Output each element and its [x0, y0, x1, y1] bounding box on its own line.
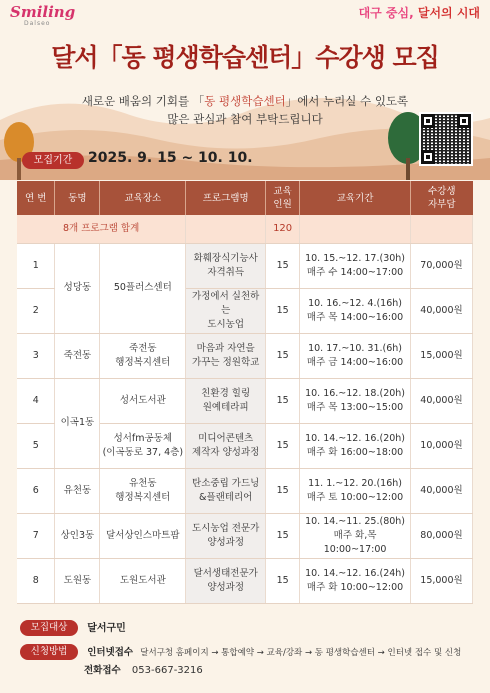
apply-badge: 신청방법 [20, 644, 78, 660]
cell-program: 탄소중립 가드닝 &플랜테리어 [186, 468, 266, 513]
cell-no: 5 [17, 423, 55, 468]
online-label: 인터넷접수 [87, 647, 134, 658]
intro-line-2: 많은 관심과 참여 부탁드립니다 [167, 112, 323, 126]
cell-place: 도원도서관 [100, 558, 186, 603]
col-header-program: 프로그램명 [186, 181, 266, 215]
cell-dong: 이곡1동 [55, 378, 100, 468]
cell-no: 8 [17, 558, 55, 603]
cell-no: 1 [17, 243, 55, 288]
phone-row [84, 662, 203, 676]
slogan-part-b: 달서의 시대 [417, 6, 480, 20]
cell-fee: 80,000원 [411, 513, 473, 558]
cell-dong: 유천동 [55, 468, 100, 513]
cell-period: 10. 16.~12. 18.(20h) 매주 목 13:00~15:00 [300, 378, 411, 423]
period-badge: 모집기간 [22, 152, 84, 169]
cell-program: 미디어콘텐츠 제작자 양성과정 [186, 423, 266, 468]
cell-no: 2 [17, 288, 55, 333]
cell-dong: 성당동 [55, 243, 100, 333]
cell-place: 죽전동 행정복지센터 [100, 333, 186, 378]
cell-place: 유천동 행정복지센터 [100, 468, 186, 513]
cell-people: 15 [266, 243, 300, 288]
col-header-place: 교육장소 [100, 181, 186, 215]
intro-text [0, 92, 490, 128]
intro-highlight: 동 평생학습센터 [204, 94, 286, 108]
cell-fee: 40,000원 [411, 468, 473, 513]
cell-program: 친환경 힐링 원예테라피 [186, 378, 266, 423]
target-badge: 모집대상 [20, 620, 78, 636]
col-header-people: 교육 인원 [266, 181, 300, 215]
col-header-no: 연 번 [17, 181, 55, 215]
cell-period: 10. 14.~12. 16.(24h) 매주 화 10:00~12:00 [300, 558, 411, 603]
cell-program: 달서생태전문가 양성과정 [186, 558, 266, 603]
table-row [17, 513, 473, 558]
cell-fee: 10,000원 [411, 423, 473, 468]
cell-period: 10. 14.~12. 16.(20h) 매주 화 16:00~18:00 [300, 423, 411, 468]
cell-period: 10. 17.~10. 31.(6h) 매주 금 14:00~16:00 [300, 333, 411, 378]
col-header-period: 교육기간 [300, 181, 411, 215]
phone-value: 053-667-3216 [131, 665, 203, 676]
cell-people: 15 [266, 288, 300, 333]
phone-label: 전화접수 [84, 665, 121, 676]
cell-dong: 상인3동 [55, 513, 100, 558]
cell-program: 화훼장식기능사 자격취득 [186, 243, 266, 288]
summary-empty [300, 215, 411, 243]
cell-fee: 70,000원 [411, 243, 473, 288]
cell-period: 10. 15.~12. 17.(30h) 매주 수 14:00~17:00 [300, 243, 411, 288]
qr-code-icon[interactable] [419, 112, 473, 166]
logo [10, 3, 75, 21]
cell-program: 마음과 자연을 가꾸는 정원학교 [186, 333, 266, 378]
slogan-part-a: 대구 중심, [358, 6, 418, 20]
slogan [359, 4, 480, 21]
cell-people: 15 [266, 423, 300, 468]
summary-row [17, 215, 473, 243]
logo-subtext: Dalseo [24, 20, 51, 27]
cell-fee: 40,000원 [411, 378, 473, 423]
table-row [17, 468, 473, 513]
cell-place: 성서fm공동체 (이곡동로 37, 4층) [100, 423, 186, 468]
target-value: 달서구민 [87, 623, 126, 634]
cell-no: 6 [17, 468, 55, 513]
cell-fee: 15,000원 [411, 333, 473, 378]
cell-place: 달서상인스마트팜 [100, 513, 186, 558]
summary-empty [186, 215, 266, 243]
cell-fee: 40,000원 [411, 288, 473, 333]
table-row [17, 558, 473, 603]
cell-period: 10. 16.~12. 4.(16h) 매주 목 14:00~16:00 [300, 288, 411, 333]
table-row [17, 378, 473, 423]
col-header-dong: 동명 [55, 181, 100, 215]
cell-place: 성서도서관 [100, 378, 186, 423]
summary-count: 120 [266, 215, 300, 243]
cell-program: 가정에서 실천하는 도시농업 [186, 288, 266, 333]
cell-people: 15 [266, 513, 300, 558]
table-header-row [17, 181, 473, 215]
intro-line-1a: 새로운 배움의 기회를 「 [81, 94, 205, 108]
cell-people: 15 [266, 468, 300, 513]
cell-people: 15 [266, 378, 300, 423]
table-row [17, 243, 473, 288]
col-header-fee: 수강생 자부담 [411, 181, 473, 215]
tree-left-icon [2, 120, 36, 180]
period-value: 2025. 9. 15 ~ 10. 10. [88, 150, 253, 166]
cell-program: 도시농업 전문가 양성과정 [186, 513, 266, 558]
logo-text: Smiling [10, 3, 76, 21]
header-area [0, 0, 490, 170]
cell-place: 50플러스센터 [100, 243, 186, 333]
page-title: 달서「동 평생학습센터」수강생 모집 [51, 43, 439, 72]
online-value: 달서구청 홈페이지 → 통합예약 → 교육/강좌 → 동 평생학습센터 → 인터넷 접수 및 신청 [140, 648, 462, 658]
cell-dong: 도원동 [55, 558, 100, 603]
apply-row [20, 644, 461, 660]
target-row [20, 619, 126, 636]
intro-line-1 [0, 92, 490, 110]
cell-no: 4 [17, 378, 55, 423]
summary-empty [411, 215, 473, 243]
cell-no: 7 [17, 513, 55, 558]
cell-no: 3 [17, 333, 55, 378]
cell-fee: 15,000원 [411, 558, 473, 603]
table-row [17, 333, 473, 378]
cell-people: 15 [266, 558, 300, 603]
cell-dong: 죽전동 [55, 333, 100, 378]
cell-people: 15 [266, 333, 300, 378]
intro-line-1b: 」에서 누리실 수 있도록 [285, 94, 409, 108]
cell-period: 10. 14.~11. 25.(80h) 매주 화,목 10:00~17:00 [300, 513, 411, 558]
cell-period: 11. 1.~12. 20.(16h) 매주 토 10:00~12:00 [300, 468, 411, 513]
summary-label: 8개 프로그램 합계 [17, 215, 186, 243]
course-table [17, 181, 473, 604]
